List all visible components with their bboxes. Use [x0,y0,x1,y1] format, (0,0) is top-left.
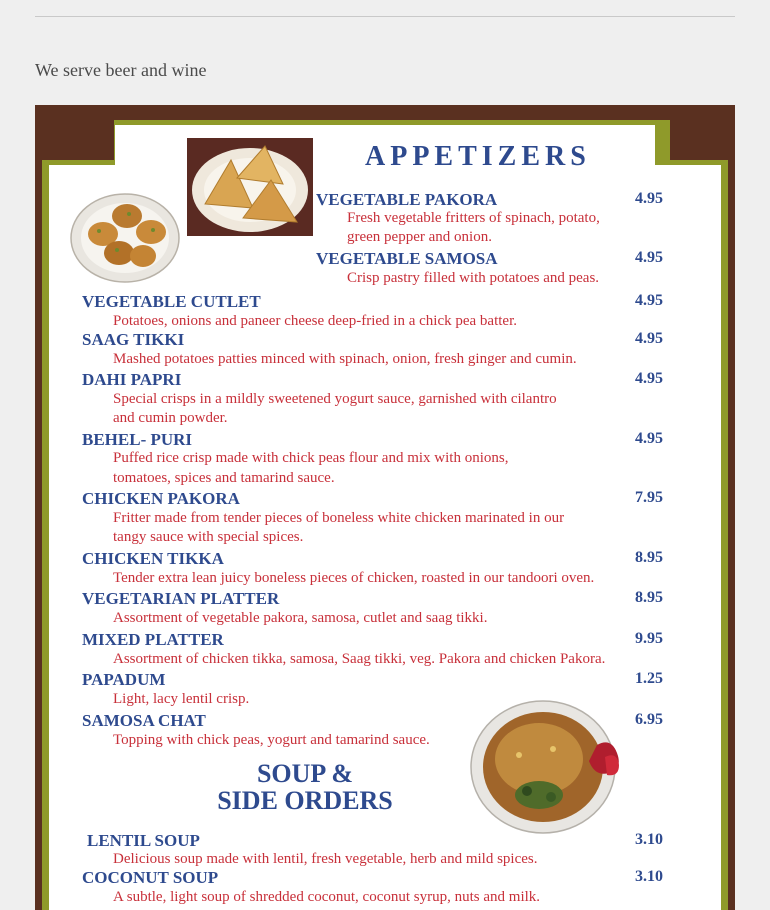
item-mixed-platter: MIXED PLATTER [82,630,224,649]
samosa-photo [187,138,313,236]
item-chicken-tikka: CHICKEN TIKKA [82,549,224,568]
price-dahi-papri: 4.95 [635,370,663,387]
desc-vegetable-cutlet: Potatoes, onions and paneer cheese deep-fried in a chick pea batter. [113,313,517,329]
item-coconut-soup: COCONUT SOUP [82,868,219,887]
desc-vegetable-samosa: Crisp pastry filled with potatoes and peas. [347,270,600,286]
desc-behel-puri-2: tomatoes, spices and tamarind sauce. [113,470,335,486]
desc-dahi-papri: Special crisps in a mildly sweetened yogurt sauce, garnished with cilantro [113,391,557,407]
item-dahi-papri: DAHI PAPRI [82,370,182,389]
soup-heading-line1: SOUP & [256,759,354,788]
price-vegetable-cutlet: 4.95 [635,292,663,309]
price-papadum: 1.25 [635,670,663,687]
desc-samosa-chat: Topping with chick peas, yogurt and tamarind sauce. [113,732,430,748]
item-vegetable-pakora: VEGETABLE PAKORA [316,190,498,209]
desc-saag-tikki: Mashed potatoes patties minced with spinach, onion, fresh ginger and cumin. [113,351,577,367]
item-saag-tikki: SAAG TIKKI [82,330,185,349]
item-behel-puri: BEHEL- PURI [82,430,193,449]
desc-vegetable-pakora: Fresh vegetable fritters of spinach, potato, [347,210,600,226]
soup-heading [195,760,415,814]
desc-chicken-pakora: Fritter made from tender pieces of boneless white chicken marinated in our [113,510,565,526]
price-chicken-pakora: 7.95 [635,489,663,506]
desc-behel-puri: Puffed rice crisp made with chick peas flour and mix with onions, [113,450,509,466]
price-saag-tikki: 4.95 [635,330,663,347]
desc-lentil-soup: Delicious soup made with lentil, fresh vegetable, herb and mild spices. [113,851,538,867]
item-vegetable-cutlet: VEGETABLE CUTLET [82,292,261,311]
appetizers-heading: APPETIZERS [365,141,591,172]
desc-coconut-soup: A subtle, light soup of shredded coconut, coconut syrup, nuts and milk. [113,889,541,905]
item-vegetable-samosa: VEGETABLE SAMOSA [316,249,498,268]
item-vegetarian-platter: VEGETARIAN PLATTER [82,589,280,608]
soup-heading-line2: SIDE ORDERS [217,786,393,815]
desc-vegetable-pakora-2: green pepper and onion. [347,229,492,245]
price-vegetable-pakora: 4.95 [635,190,663,207]
beer-wine-note: We serve beer and wine [35,60,207,80]
item-papadum: PAPADUM [82,670,166,689]
item-lentil-soup: LENTIL SOUP [87,831,200,850]
samosa-chat-photo [469,697,637,835]
desc-dahi-papri-2: and cumin powder. [113,410,228,426]
price-samosa-chat: 6.95 [635,711,663,728]
cutlet-plate-photo [69,190,181,284]
desc-vegetarian-platter: Assortment of vegetable pakora, samosa, cutlet and saag tikki. [113,610,488,626]
price-coconut-soup: 3.10 [635,868,663,885]
price-behel-puri: 4.95 [635,430,663,447]
item-samosa-chat: SAMOSA CHAT [82,711,206,730]
item-chicken-pakora: CHICKEN PAKORA [82,489,240,508]
desc-mixed-platter: Assortment of chicken tikka, samosa, Saag tikki, veg. Pakora and chicken Pakora. [113,651,606,667]
price-vegetable-samosa: 4.95 [635,249,663,266]
desc-papadum: Light, lacy lentil crisp. [113,691,250,707]
price-mixed-platter: 9.95 [635,630,663,647]
price-chicken-tikka: 8.95 [635,549,663,566]
price-lentil-soup: 3.10 [635,831,663,848]
appetizers-menu-image [35,105,735,910]
price-vegetarian-platter: 8.95 [635,589,663,606]
desc-chicken-tikka: Tender extra lean juicy boneless pieces of chicken, roasted in our tandoori oven. [113,570,595,586]
top-divider [35,16,735,17]
desc-chicken-pakora-2: tangy sauce with special spices. [113,529,304,545]
